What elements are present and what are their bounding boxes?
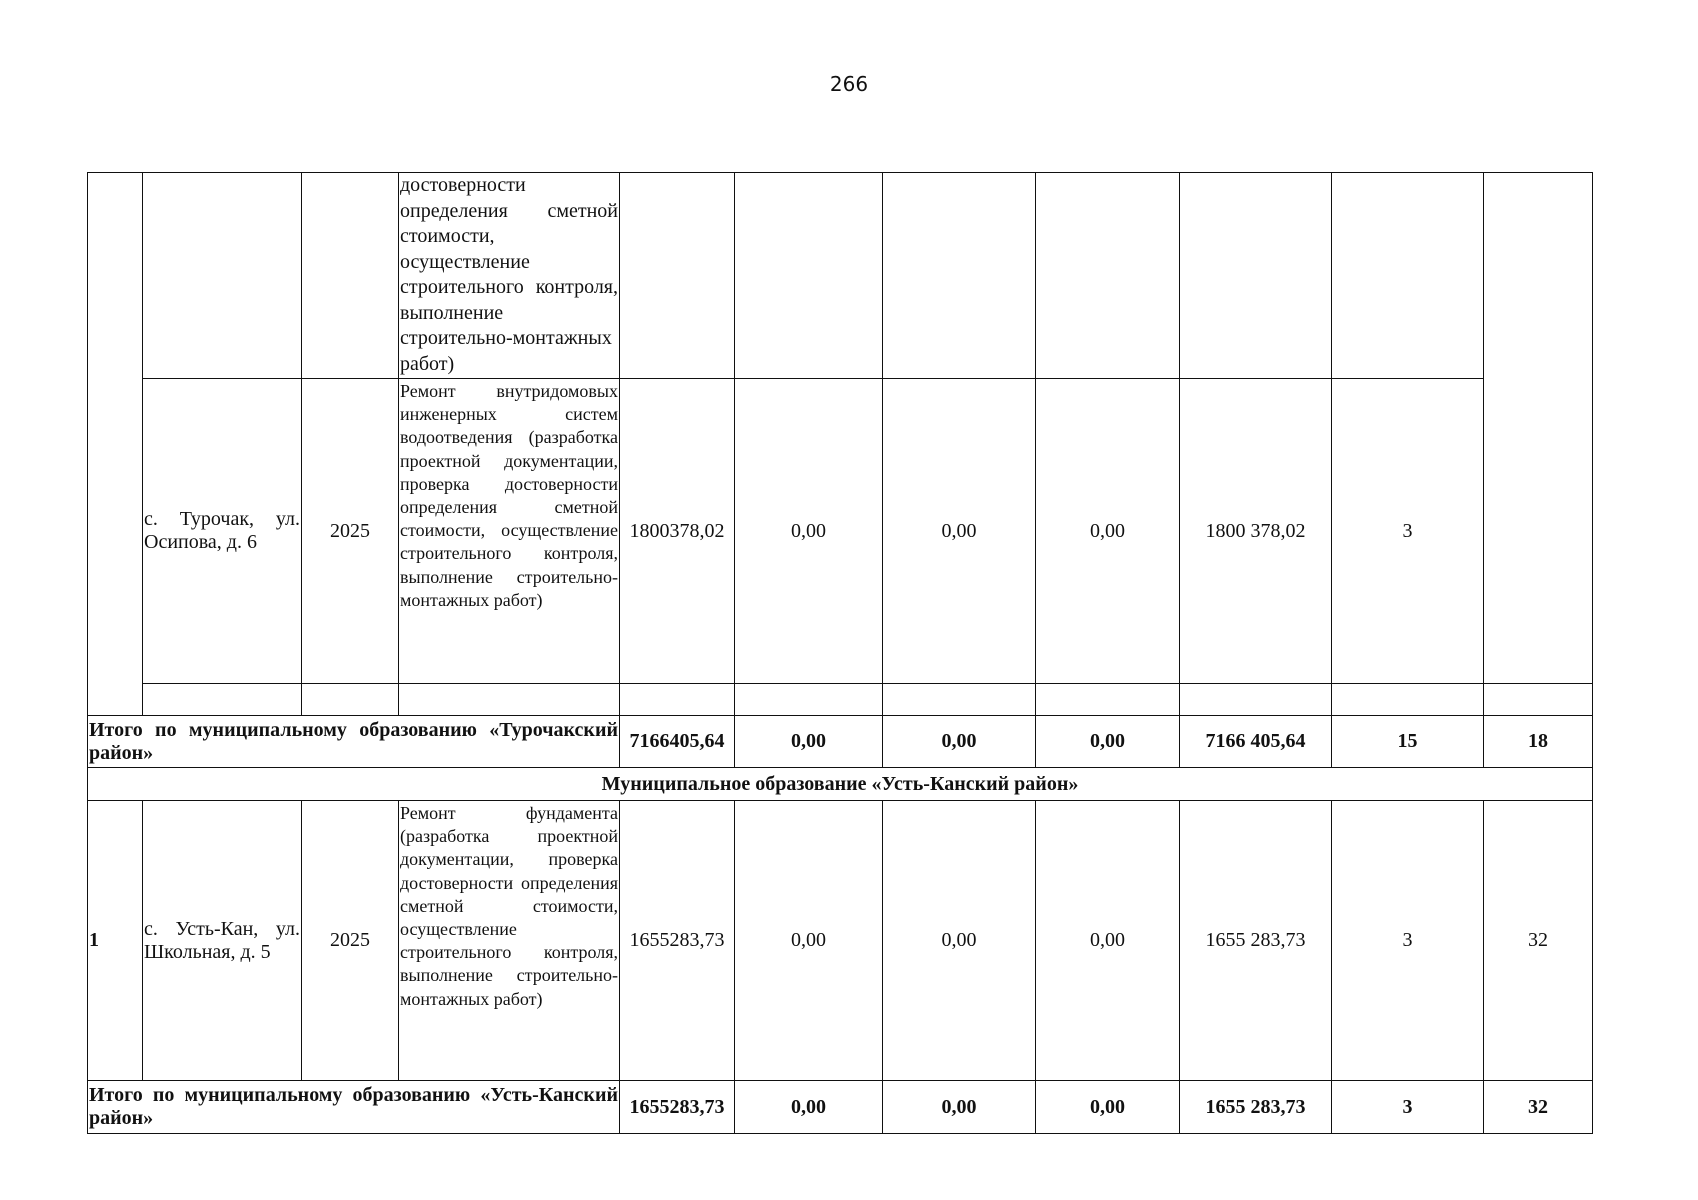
empty-cell: [399, 684, 620, 716]
empty-cell: [735, 684, 883, 716]
empty-cell: [143, 684, 302, 716]
value-cell: 0,00: [1036, 1081, 1180, 1134]
description-cell: Ремонт внутридомовых инженерных систем водоотведения (разработка проектной документации, проверка достоверности определения сметной стоимости, осуществление строительного контроля, выполнение строительно-монтажных работ): [399, 379, 620, 684]
address-cell: [143, 173, 302, 379]
value-cell: [1036, 173, 1180, 379]
subtotal-label: Итого по муниципальному образованию «Усть-Канский район»: [88, 1081, 620, 1134]
count-cell: [1332, 173, 1484, 379]
section-row: [88, 768, 1593, 801]
value-cell: 0,00: [735, 716, 883, 768]
count-cell: 15: [1332, 716, 1484, 768]
year-cell: 2025: [302, 379, 399, 684]
num-cell: 1: [88, 801, 143, 1081]
fund-cell: [1180, 173, 1332, 379]
empty-cell: [1036, 684, 1180, 716]
empty-cell: [620, 684, 735, 716]
value-cell: [735, 173, 883, 379]
value-cell: [883, 173, 1036, 379]
empty-cell: [1180, 684, 1332, 716]
value-cell: 0,00: [1036, 801, 1180, 1081]
cost-cell: 1655283,73: [620, 801, 735, 1081]
cost-cell: 7166405,64: [620, 716, 735, 768]
page-number: 266: [829, 72, 869, 96]
section-title: Муниципальное образование «Усть-Канский район»: [88, 768, 1593, 801]
last-cell: 32: [1484, 1081, 1593, 1134]
fund-cell: 7166 405,64: [1180, 716, 1332, 768]
table-row: [88, 173, 1593, 379]
last-cell: [1484, 173, 1593, 684]
address-cell: с. Турочак, ул. Осипова, д. 6: [143, 379, 302, 684]
value-cell: 0,00: [735, 379, 883, 684]
value-cell: 0,00: [883, 801, 1036, 1081]
empty-cell: [1484, 684, 1593, 716]
year-cell: 2025: [302, 801, 399, 1081]
address-cell: с. Усть-Кан, ул. Школьная, д. 5: [143, 801, 302, 1081]
count-cell: 3: [1332, 379, 1484, 684]
table-row: [88, 801, 1593, 1081]
num-cell: [88, 173, 143, 716]
fund-cell: 1655 283,73: [1180, 801, 1332, 1081]
count-cell: 3: [1332, 1081, 1484, 1134]
subtotal-row: [88, 1081, 1593, 1134]
value-cell: 0,00: [735, 801, 883, 1081]
year-cell: [302, 173, 399, 379]
value-cell: 0,00: [883, 716, 1036, 768]
description-cell: достоверности определения сметной стоимости, осуществление строительного контроля, выполнение строительно-монтажных работ): [399, 173, 620, 379]
description-cell: Ремонт фундамента (разработка проектной документации, проверка достоверности определения сметной стоимости, осуществление строительного контроля, выполнение строительно-монтажных работ): [399, 801, 620, 1081]
count-cell: 3: [1332, 801, 1484, 1081]
cost-cell: [620, 173, 735, 379]
subtotal-row: [88, 716, 1593, 768]
data-table: [87, 172, 1593, 1134]
value-cell: 0,00: [883, 379, 1036, 684]
cost-cell: 1655283,73: [620, 1081, 735, 1134]
value-cell: 0,00: [1036, 379, 1180, 684]
last-cell: 18: [1484, 716, 1593, 768]
subtotal-label: Итого по муниципальному образованию «Турочакский район»: [88, 716, 620, 768]
value-cell: 0,00: [883, 1081, 1036, 1134]
empty-cell: [302, 684, 399, 716]
empty-cell: [883, 684, 1036, 716]
value-cell: 0,00: [1036, 716, 1180, 768]
table-row: [88, 684, 1593, 716]
table-row: [88, 379, 1593, 684]
value-cell: 0,00: [735, 1081, 883, 1134]
fund-cell: 1800 378,02: [1180, 379, 1332, 684]
empty-cell: [1332, 684, 1484, 716]
fund-cell: 1655 283,73: [1180, 1081, 1332, 1134]
last-cell: 32: [1484, 801, 1593, 1081]
cost-cell: 1800378,02: [620, 379, 735, 684]
